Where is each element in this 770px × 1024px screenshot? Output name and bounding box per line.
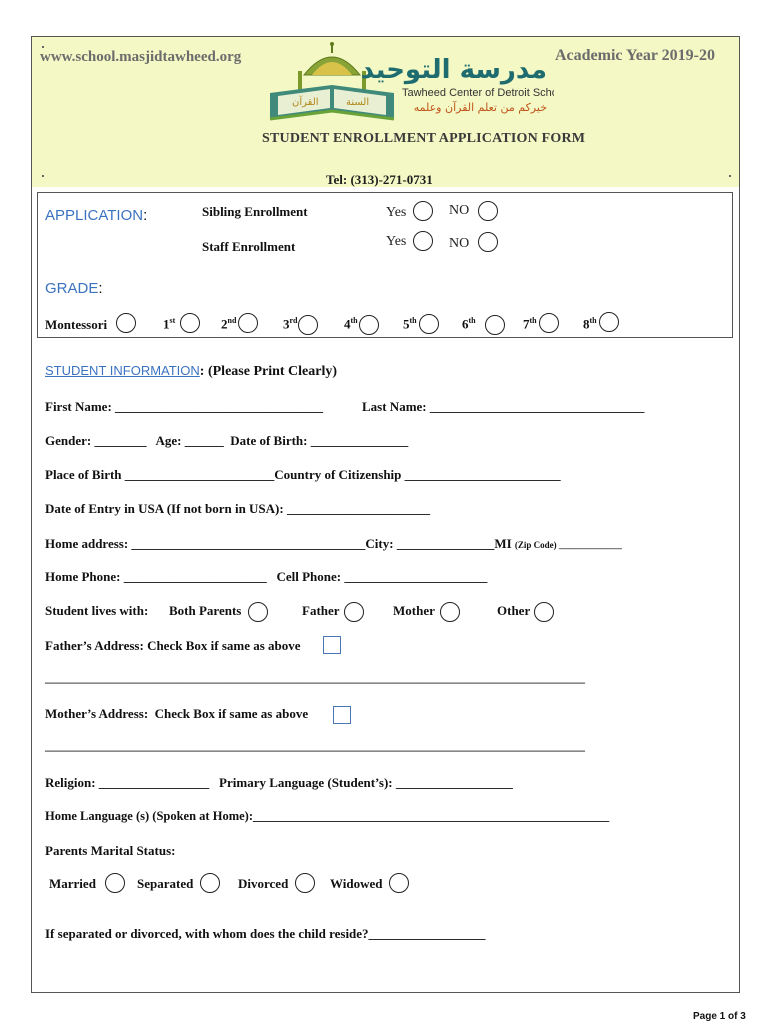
sibling-yes-label: Yes — [386, 205, 407, 220]
divorced-label: Divorced — [238, 876, 289, 891]
grade-7-radio[interactable] — [539, 313, 559, 333]
website-link[interactable]: www.school.masjidtawheed.org — [40, 49, 242, 65]
place-country-fields[interactable]: Place of Birth _______________________Country of Citizenship ________________________ — [45, 467, 561, 482]
zip-code-field: (Zip Code) ______________ — [514, 540, 622, 550]
married-label: Married — [49, 876, 96, 891]
grade-5-radio[interactable] — [419, 314, 439, 334]
staff-yes-radio[interactable] — [413, 231, 433, 251]
separated-label: Separated — [137, 876, 194, 891]
montessori-label: Montessori — [45, 317, 108, 332]
staff-yes-label: Yes — [386, 234, 407, 249]
date-entry-field[interactable]: Date of Entry in USA (If not born in USA): ______________________ — [45, 501, 430, 516]
reside-field[interactable]: If separated or divorced, with whom does the child reside?__________________ — [45, 926, 486, 941]
grade-7-label: 7th — [523, 316, 537, 332]
mother-label: Mother — [393, 603, 435, 618]
grade-4-label: 4th — [344, 316, 358, 332]
last-name-field[interactable]: Last Name: _________________________________ — [362, 399, 645, 414]
book-left-text: القرآن — [292, 97, 319, 108]
sibling-enrollment-label: Sibling Enrollment — [202, 204, 308, 219]
other-radio[interactable] — [534, 602, 554, 622]
logo-english-name: Tawheed Center of Detroit School — [402, 87, 554, 99]
divorced-radio[interactable] — [295, 873, 315, 893]
both-parents-label: Both Parents — [169, 603, 242, 618]
book-right-text: السنة — [346, 97, 370, 108]
page-number: Page 1 of 3 — [693, 1011, 746, 1022]
grade-3-radio[interactable] — [298, 315, 318, 335]
sibling-no-label: NO — [449, 203, 470, 218]
staff-enrollment-label: Staff Enrollment — [202, 239, 296, 254]
grade-6-radio[interactable] — [485, 315, 505, 335]
other-label: Other — [497, 603, 531, 618]
mother-radio[interactable] — [440, 602, 460, 622]
grade-5-label: 5th — [403, 316, 417, 332]
grade-8-radio[interactable] — [599, 312, 619, 332]
father-label: Father — [302, 603, 340, 618]
father-same-address-checkbox[interactable] — [323, 636, 341, 654]
sibling-no-radio[interactable] — [478, 201, 498, 221]
gender-age-dob-fields[interactable]: Gender: ________ Age: ______ Date of Birth: _______________ — [45, 433, 409, 448]
grade-8-label: 8th — [583, 316, 597, 332]
grade-heading: GRADE: — [45, 280, 103, 297]
home-language-field[interactable]: Home Language (s) (Spoken at Home):_________________________________________________________ — [45, 809, 610, 823]
widowed-radio[interactable] — [389, 873, 409, 893]
mother-address-line[interactable]: __________________________________________________________________________________________ — [45, 739, 585, 753]
phone-fields[interactable]: Home Phone: ______________________ Cell Phone: ______________________ — [45, 569, 488, 584]
grade-4-radio[interactable] — [359, 315, 379, 335]
corner-dot — [42, 175, 44, 177]
school-logo — [264, 41, 554, 123]
grade-2-label: 2nd — [221, 316, 237, 332]
application-heading: APPLICATION: — [45, 207, 148, 224]
grade-1-label: 1st — [163, 316, 176, 332]
lives-with-label: Student lives with: — [45, 603, 149, 618]
father-address-line[interactable]: __________________________________________________________________________________________ — [45, 671, 585, 685]
logo-arabic-motto: خيركم من تعلم القرآن وعلمه — [413, 101, 547, 114]
grade-3-label: 3rd — [283, 316, 298, 332]
grade-montessori-radio[interactable] — [116, 313, 136, 333]
student-info-heading: STUDENT INFORMATION: (Please Print Clearly) — [45, 363, 338, 379]
father-address-label: Father’s Address: Check Box if same as above — [45, 638, 301, 653]
sibling-yes-radio[interactable] — [413, 201, 433, 221]
academic-year: Academic Year 2019-20 — [555, 47, 715, 64]
both-parents-radio[interactable] — [248, 602, 268, 622]
home-address-field[interactable]: Home address: ____________________________________City: _______________MI (Zip Code) ______________ — [45, 536, 622, 551]
mother-address-label: Mother’s Address: Check Box if same as above — [45, 706, 309, 721]
separated-radio[interactable] — [200, 873, 220, 893]
staff-no-label: NO — [449, 236, 470, 251]
father-radio[interactable] — [344, 602, 364, 622]
married-radio[interactable] — [105, 873, 125, 893]
grade-1-radio[interactable] — [180, 313, 200, 333]
form-title: STUDENT ENROLLMENT APPLICATION FORM — [262, 131, 586, 146]
mother-same-address-checkbox[interactable] — [333, 706, 351, 724]
corner-dot — [729, 175, 731, 177]
grade-6-label: 6th — [462, 316, 476, 332]
marital-status-label: Parents Marital Status: — [45, 843, 176, 858]
logo-arabic-name: مدرسة التوحيد — [360, 55, 547, 85]
widowed-label: Widowed — [330, 876, 383, 891]
religion-language-fields[interactable]: Religion: _________________ Primary Language (Student’s): __________________ — [45, 775, 513, 790]
staff-no-radio[interactable] — [478, 232, 498, 252]
first-name-field[interactable]: First Name: ________________________________ — [45, 399, 324, 414]
telephone: Tel: (313)-271-0731 — [326, 172, 433, 187]
corner-dot — [42, 46, 44, 48]
grade-2-radio[interactable] — [238, 313, 258, 333]
